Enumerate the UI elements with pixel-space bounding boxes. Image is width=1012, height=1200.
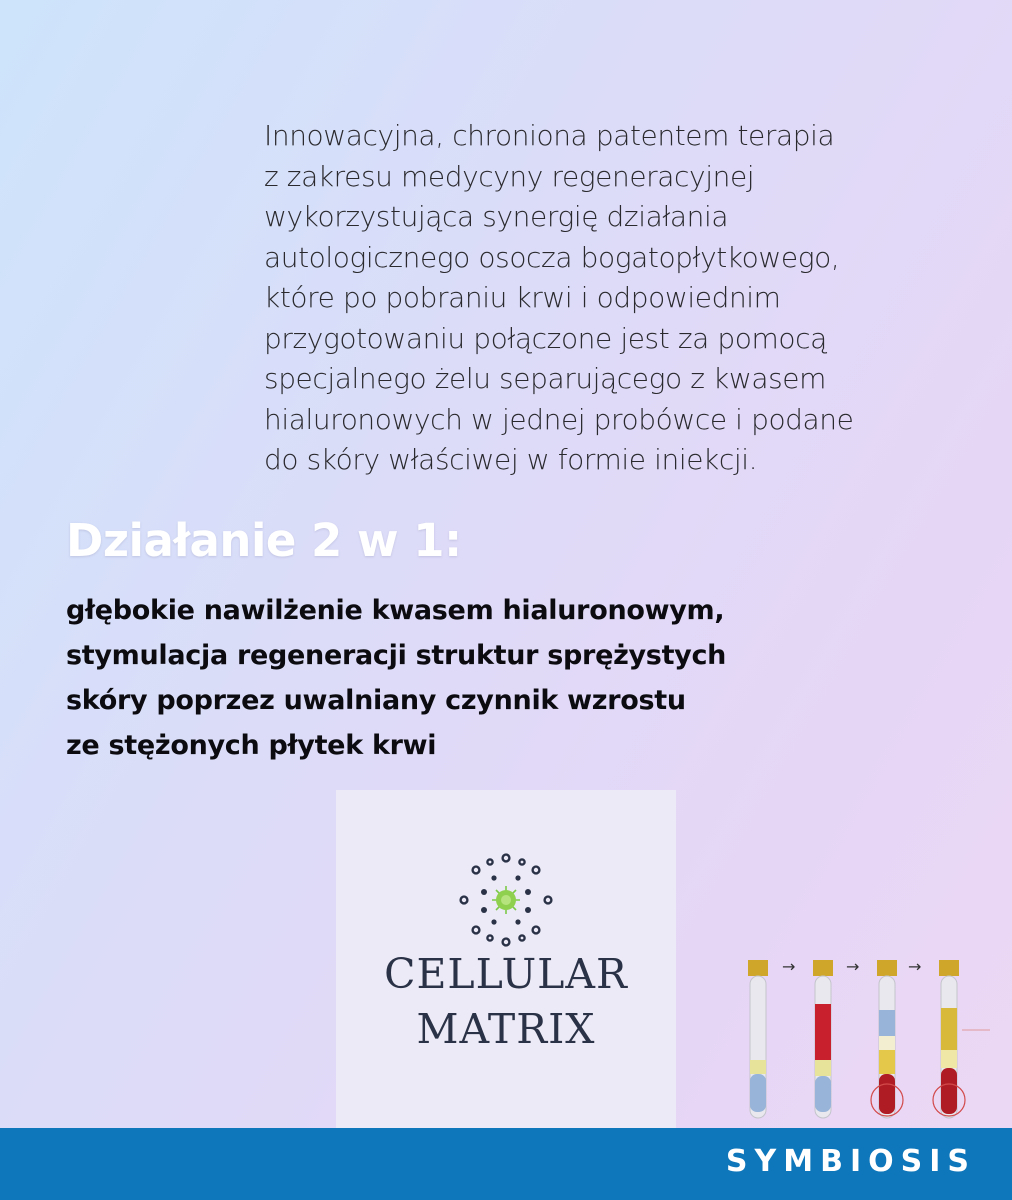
intro-line: wykorzystująca synergię działania <box>264 200 729 233</box>
section-heading: Działanie 2 w 1: <box>66 514 462 567</box>
tube-2 <box>813 960 833 1118</box>
benefits-text <box>66 588 946 768</box>
cellular-matrix-logo-card <box>336 790 676 1128</box>
logo-text-line1: CELLULAR <box>384 950 628 998</box>
intro-line: które po pobraniu krwi i odpowiednim <box>264 281 781 314</box>
intro-line: z zakresu medycyny regeneracyjnej <box>264 159 755 193</box>
footer-bar <box>0 1128 1012 1200</box>
blood-tubes-process-icon <box>740 950 1000 1125</box>
benefit-line: skóry poprzez uwalniany czynnik wzrostu <box>66 685 686 716</box>
tube-4 <box>933 960 990 1118</box>
intro-line: do skóry właściwej w formie iniekcji. <box>264 443 758 476</box>
intro-paragraph <box>264 116 984 481</box>
benefit-line: stymulacja regeneracji struktur sprężystych <box>66 640 727 671</box>
intro-line: przygotowaniu połączone jest za pomocą <box>264 321 827 355</box>
brand-name: SYMBIOSIS <box>725 1144 976 1179</box>
intro-line: specjalnego żelu separującego z kwasem <box>264 362 827 395</box>
logo-text-line2: MATRIX <box>416 1005 596 1053</box>
cell-dots-logo-icon <box>458 852 554 948</box>
arrow-icon: → <box>908 957 922 976</box>
benefit-line: ze stężonych płytek krwi <box>66 730 437 761</box>
intro-line: hialuronowych w jednej probówce i podane <box>264 402 854 436</box>
arrow-icon: → <box>846 957 860 976</box>
arrow-icon: → <box>782 957 796 976</box>
tube-3 <box>871 960 903 1118</box>
benefit-line: głębokie nawilżenie kwasem hialuronowym, <box>66 595 725 626</box>
intro-line: autologicznego osocza bogatopłytkowego, <box>264 240 840 274</box>
intro-line: Innowacyjna, chroniona patentem terapia <box>264 119 835 152</box>
tube-1 <box>748 960 768 1118</box>
